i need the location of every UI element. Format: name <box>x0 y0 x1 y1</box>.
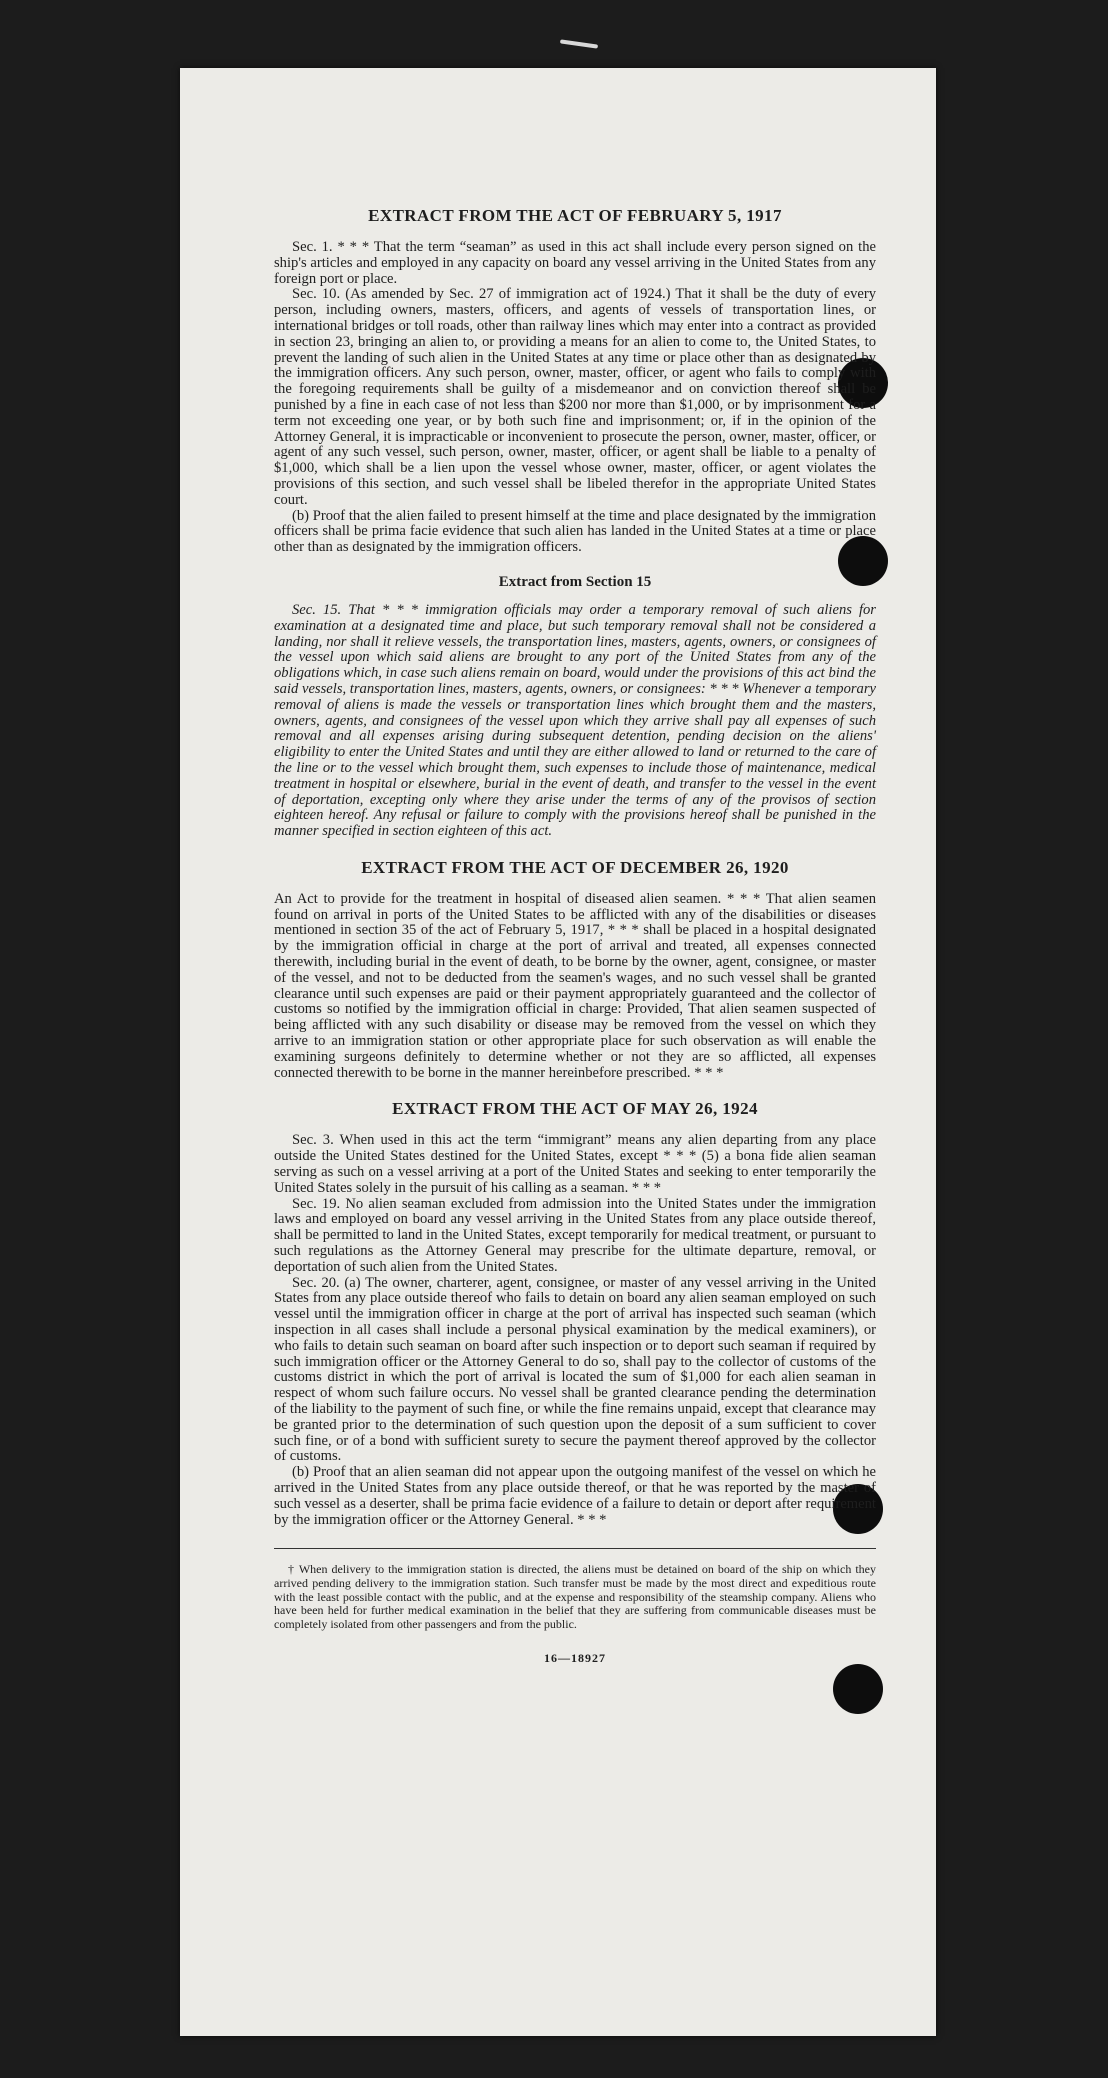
section-act-1920 <box>274 858 876 1082</box>
paragraph-sec-19: Sec. 19. No alien seaman excluded from admission into the United States under the immigration laws and employed on board any vessel arriving in the United States from any place outside thereof, shall be permitted to land in the United States, except temporarily for medical treatment, or pursuant to such regulations as the Attorney General may prescribe for the ultimate departure, removal, or deportation of such alien from the United States. <box>274 1195 876 1275</box>
heading-section-15: Extract from Section 15 <box>498 573 652 590</box>
document-body <box>274 206 876 1666</box>
footnote-divider <box>274 1548 876 1549</box>
heading-act-1924: EXTRACT FROM THE ACT OF MAY 26, 1924 <box>392 1099 758 1119</box>
paragraph-sec-20-b: (b) Proof that an alien seaman did not appear upon the outgoing manifest of the vessel on which he arrived in the United States from any place outside thereof, or that he was reported by the master of such vessel as a deserter, shall be prima facie evidence of a failure to detain or deport after requirement by the immigration officer or the Attorney General. * * * <box>274 1464 876 1528</box>
heading-act-1917: EXTRACT FROM THE ACT OF FEBRUARY 5, 1917 <box>368 206 782 225</box>
section-15 <box>274 574 876 840</box>
footnote <box>274 1563 876 1631</box>
footnote-text: † When delivery to the immigration station is directed, the aliens must be detained on board of the ship on which they arrived pending delivery to the immigration station. Such transfer must be made by the most direct and expeditious route with the least possible contact with the public, and at the expense and responsibility of the steamship company. Aliens who have been held for further medical examination in the belief that they are suffering from communicable diseases must be completely isolated from other passengers and from the public. <box>274 1562 876 1631</box>
paragraph-sec-10: Sec. 10. (As amended by Sec. 27 of immigration act of 1924.) That it shall be the duty of every person, including owners, masters, officers, and agents of vessels of transportation lines, or international bridges or toll roads, other than railway lines which may enter into a contract as provided in section 23, bringing an alien to, or providing a means for an alien to come to, the United States, to prevent the landing of such alien in the United States at any time or place other than as designated by the immigration officers. Any such person, owner, master, officer, or agent who fails to comply with the foregoing requirements shall be guilty of a misdemeanor and on conviction thereof shall be punished by a fine in each case of not less than $200 nor more than $1,000, or by imprisonment for a term not exceeding one year, or by both such fine and imprisonment; or, if in the opinion of the Attorney General, it is impracticable or inconvenient to prosecute the person, owner, master, officer, or agent of any such vessel, such person, owner, master, officer, or agent shall be liable to a penalty of $1,000, which shall be a lien upon the vessel whose owner, master, officer, or agent violates the provisions of this section, and such vessel shall be libeled therefor in the appropriate United States court. <box>274 286 876 508</box>
document-page <box>180 68 936 2036</box>
scan-artifact <box>560 39 598 48</box>
paragraph-sec-3: Sec. 3. When used in this act the term “immigrant” means any alien departing from any place outside the United States destined for the United States, except * * * (5) a bona fide alien seaman serving as such on a vessel arriving at a port of the United States and seeking to enter temporarily the United States solely in the pursuit of his calling as a seaman. * * * <box>274 1132 876 1196</box>
paragraph-sec-20-a: Sec. 20. (a) The owner, charterer, agent, consignee, or master of any vessel arriving in the United States from any place outside thereof who fails to detain on board any alien seaman employed on such vessel until the immigration officer in charge at the port of arrival has inspected such seaman (which inspection in all cases shall include a personal physical examination by the medical examiners), or who fails to detain such seaman on board after such inspection or to deport such seaman if required by such immigration officer or the Attorney General to do so, shall pay to the collector of customs of the customs district in which the port of arrival is located the sum of $1,000 for each alien seaman in respect of whom such failure occurs. No vessel shall be granted clearance pending the determination of the liability to the payment of such fine, or while the fine remains unpaid, except that clearance may be granted prior to the determination of such question upon the deposit of a sum sufficient to cover such fine, or of a bond with sufficient surety to secure the payment thereof approved by the collector of customs. <box>274 1274 876 1465</box>
paragraph-act-1920: An Act to provide for the treatment in hospital of diseased alien seamen. * * * That alien seamen found on arrival in ports of the United States to be afflicted with any of the disabilities or diseases mentioned in section 35 of the act of February 5, 1917, * * * shall be placed in a hospital designated by the immigration official in charge at the port of arrival and treated, all expenses connected therewith, including burial in the event of death, to be borne by the owner, agent, consignee, or master of the vessel, and not to be deducted from the seamen's wages, and no such vessel shall be granted clearance until such expenses are paid or their payment appropriately guaranteed and the collector of customs so notified by the immigration official in charge: Provided, That alien seamen suspected of being afflicted with any such disability or disease may be removed from the vessel on which they arrive to an immigration station or other appropriate place for such observation as will enable the examining surgeons definitely to determine whether or not they are so afflicted, all expenses connected therewith to be borne in the manner hereinbefore prescribed. * * * <box>274 890 876 1081</box>
heading-act-1920: EXTRACT FROM THE ACT OF DECEMBER 26, 1920 <box>361 857 789 877</box>
punch-hole <box>833 1664 883 1714</box>
section-act-1917 <box>274 206 876 556</box>
paragraph-sec-15: Sec. 15. That * * * immigration officials may order a temporary removal of such aliens for examination at a designated time and place, but such temporary removal shall not be considered a landing, nor shall it relieve vessels, the transportation lines, masters, agents, owners, or consignees of the vessel upon which said aliens are brought to any port of the United States from any of the obligations which, in case such aliens remain on board, would under the provisions of this act bind the said vessels, transportation lines, masters, agents, owners, or consignees: * * * Whenever a temporary removal of aliens is made the vessels or transportation lines which brought them and the masters, owners, agents, and consignees of the vessel upon which they arrive shall pay all expenses of such removal and all expenses arising during subsequent detention, pending decision on the aliens' eligibility to enter the United States and until they are either allowed to land or returned to the care of the line or to the vessel which brought them, such expenses to include those of maintenance, medical treatment in hospital or elsewhere, burial in the event of death, and transfer to the vessel in the event of deportation, excepting only where they arise under the terms of any of the provisos of section eighteen hereof. Any refusal or failure to comply with the provisions hereof shall be punished in the manner specified in section eighteen of this act. <box>274 601 876 840</box>
form-number: 16—18927 <box>544 1651 606 1666</box>
section-act-1924 <box>274 1099 876 1528</box>
paragraph-sec-1: Sec. 1. * * * That the term “seaman” as used in this act shall include every person signed on the ship's articles and employed in any capacity on board any vessel arriving in the United States from any foreign port or place. <box>274 239 876 287</box>
paragraph-sec-10-b: (b) Proof that the alien failed to present himself at the time and place designated by the immigration officers shall be prima facie evidence that such alien has landed in the United States at a time or place other than as designated by the immigration officers. <box>274 507 876 556</box>
